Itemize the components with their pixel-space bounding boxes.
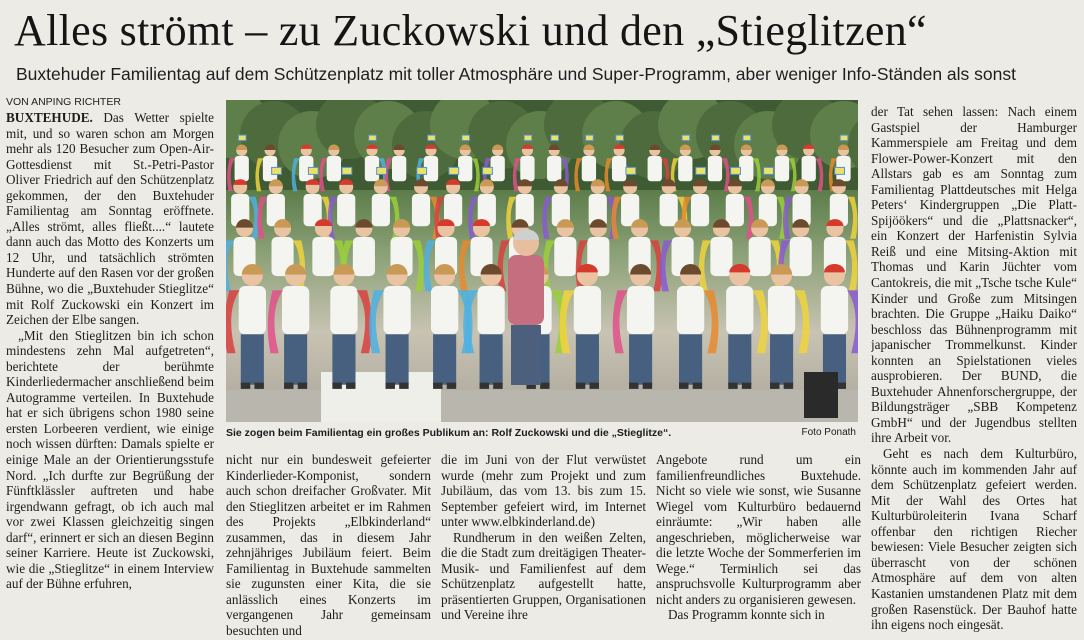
article-photo bbox=[226, 100, 858, 422]
paragraph-5: Rundherum in den weißen Zelten, die die Stadt zum dreitägigen Theater-Musik- und Familienfest auf dem Schützenplatz aufgestellt hatte, präsentierten Gruppen, Organisationen und Vereine ihre bbox=[441, 529, 646, 623]
intro-text: Das Wetter spielte mit, und so waren schon am Morgen mehr als 120 Besucher zum bbox=[6, 110, 214, 157]
headline: Alles strömt – zu Zuckowski und den „Stieglitzen“ bbox=[14, 6, 927, 55]
paragraph-1: Open-Air-Gottesdienst mit St.-Petri-Pastor Oliver Friedrich auf den Schützenplatz gekommen, der den Buxtehuder Familientag am Sonntag eröffnete. „Alles strömt, alles fließt....“ lautete dann auch das Motto des Konzerts um 12 Uhr, und tatsächlich strömten Hunderte auf den Rasen vor der großen Bühne, wo die „Buxtehuder Stieglitze“ mit Rolf Zuckowski ein Konzert im Zeichen der Elbe sangen. bbox=[6, 141, 214, 328]
choir-child bbox=[560, 264, 602, 389]
paragraph-3: nicht nur ein bundesweit gefeierter Kinderlieder-Komponist, sondern auch schon dreifacher Großvater. Mit den Stieglitzen arbeitet er im Rahmen des Projekts „Elbkinderland“ zusammen, das in diesem Jahr zehnjähriges Jubiläum feiert. Beim Familientag in Buxtehude sammelten sie zugunsten einer Kita, die sie anlässlich eines Konzerts im vergangenen Jahr gemeinsam besuchten und bbox=[226, 452, 431, 638]
choir-child bbox=[699, 219, 733, 291]
stage-speaker bbox=[804, 372, 838, 418]
paragraph-4: die im Juni von der Flut verwüstet wurde (mehr zum Projekt und zum Jubiläum, das vom 13. bis zum 15. September gefeiert wird, im Internet unter www.elbkinderland.de) bbox=[441, 452, 646, 530]
choir-child bbox=[768, 264, 810, 389]
photo-caption: Sie zogen beim Familientag ein großes Publikum an: Rolf Zuckowski und die „Stieglitze“. bbox=[226, 427, 672, 439]
paragraph-2: „Mit den Stieglitzen bin ich schon mindestens zehn Mal aufgetreten“, berichtete der berühmte Kinderliedermacher anschließend beim Autogramme verteilen. In Buxtehude hat er sich übrigens schon 1980 seine ersten Lorbeeren verdient, wie einige noch wissen dürften: Damals spielte er einige Male an der Orientierungsstufe Nord. „Ich durfte zur Begrüßung der Fünftklässler auftreten und habe irgendwann gefragt, ob ich auch mal vor zwei Klassen gleichzeitig singen darf“, erinnert er sich an diesen Beginn seiner Karriere. Heute ist Zuckowski, wie die „Stieglitze“ in einem Interview auf der Bühne erfuhren, bbox=[6, 327, 214, 592]
choir-child bbox=[226, 264, 266, 389]
byline: VON ANPING RICHTER bbox=[6, 96, 121, 108]
choir-child bbox=[677, 264, 719, 389]
article-intro bbox=[6, 110, 214, 328]
photo-caption-bar bbox=[226, 424, 858, 442]
article-column-5 bbox=[871, 104, 1077, 638]
choir-child bbox=[330, 264, 372, 389]
paragraph-6: Angebote rund um ein familienfreundliches Buxtehude. Nicht so viele wie sonst, wie Susanne Wiegel vom Kulturbüro bedauernd einräumte: „Wir haben alle angeschrieben, möglicherweise war die letzte Woche der Sommerferien im Wege.“ Termінlich sei das anspruchsvolle Kulturprogramm aber nicht anders zu organisieren gewesen. bbox=[656, 452, 861, 607]
subheadline: Buxtehuder Familientag auf dem Schützenplatz mit toller Atmosphäre und Super-Programm, aber weniger Info-Ständen als sonst bbox=[16, 64, 1016, 84]
choir-child bbox=[268, 264, 310, 389]
paragraph-9: Geht es nach dem Kulturbüro, könnte auch im kommenden Jahr auf dem Schützenplatz gefeiert werden. Mit der Wahl des Ortes hat Kulturbüroleiterin Ivana Scharf offenbar den richtigen Riecher bewiesen: Viele Besucher zeigten sich überrascht von der schönen Atmosphäre auf dem von alten Kastanien umstandenen Platz mit dem großen Rasenstück. Der Bauhof hatte ihn eigens noch eingesät. bbox=[871, 446, 1077, 633]
photo-credit: Foto Ponath bbox=[801, 427, 856, 438]
article-column-1 bbox=[6, 110, 214, 638]
dateline: BUXTEHUDE. bbox=[6, 110, 93, 125]
paragraph-8: der Tat sehen lassen: Nach einem Gastspiel der Hamburger Kammerspiele am Freitag und dem Flower-Power-Konzert mit den Allstars gab es am Sonntag zum Familientag Plattdeutsches mit Helga Peters‘ Kindergruppen „Die Platt-Spijöökers“ und die „Plattsnacker“, ein Konzert der Harfenistin Sylvia Reiß und eine Mitsing-Aktion mit Thomas und Karin Jüchter vom Cantokreis, die mit „Tsche tsche Kule“ Kinder und Große zum Mitsingen brachten. Die Gruppe „Haiku Daiko“ beschloss das Bühnenprogramm mit japanischer Trommelkunst. Kinder konnten an Spielstationen vieles ausprobieren. Der BUND, die Buxtehuder Ahnenforschergruppe, der Bildungsträger „SBB Kompetenz GmbH“ und der Jugendbus stellten ihre Arbeit vor. bbox=[871, 104, 1077, 446]
article-column-3 bbox=[441, 452, 646, 638]
choir-child bbox=[726, 264, 768, 389]
article-column-2 bbox=[226, 452, 431, 638]
paragraph-7: Das Programm konnte sich in bbox=[668, 607, 825, 623]
choir-child bbox=[613, 264, 655, 389]
article-column-4 bbox=[656, 452, 861, 638]
choir-child bbox=[463, 264, 505, 389]
choir-child bbox=[369, 264, 411, 389]
children-choir-photo bbox=[226, 100, 858, 422]
